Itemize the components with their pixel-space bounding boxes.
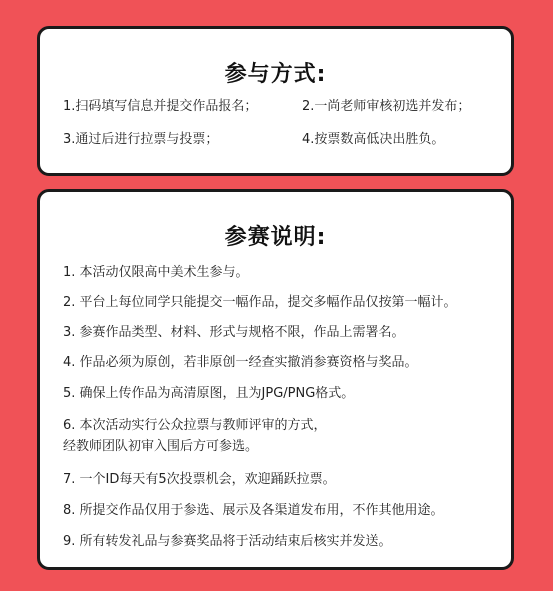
contest-rules-title: 参赛说明: xyxy=(224,225,327,250)
method-step-4: 4.按票数高低决出胜负。 xyxy=(302,132,445,147)
rule-item-6-line-1: 6. 本次活动实行公众拉票与教师评审的方式， xyxy=(63,418,327,433)
rule-item-3: 3. 参赛作品类型、材料、形式与规格不限，作品上需署名。 xyxy=(63,325,405,340)
method-step-2: 2.一尚老师审核初选并发布； xyxy=(302,99,471,114)
rule-item-8: 8. 所提交作品仅用于参选、展示及各渠道发布用，不作其他用途。 xyxy=(63,503,444,518)
participation-method-card xyxy=(37,26,514,176)
method-step-1: 1.扫码填写信息并提交作品报名； xyxy=(63,99,258,114)
rule-item-4: 4. 作品必须为原创，若非原创一经查实撤消参赛资格与奖品。 xyxy=(63,355,418,370)
rule-item-6-line-2: 经教师团队初审入围后方可参选。 xyxy=(63,439,259,454)
rule-item-1: 1. 本活动仅限高中美术生参与。 xyxy=(63,265,249,280)
method-step-3: 3.通过后进行拉票与投票； xyxy=(63,132,219,147)
rule-item-5: 5. 确保上传作品为高清原图，且为JPG/PNG格式。 xyxy=(63,386,355,401)
rule-item-9: 9. 所有转发礼品与参赛奖品将于活动结束后核实并发送。 xyxy=(63,534,392,549)
contest-rules-card xyxy=(37,189,514,570)
rule-item-7: 7. 一个ID每天有5次投票机会，欢迎踊跃拉票。 xyxy=(63,472,336,487)
rule-item-2: 2. 平台上每位同学只能提交一幅作品，提交多幅作品仅按第一幅计。 xyxy=(63,295,457,310)
participation-method-title: 参与方式: xyxy=(224,62,327,87)
